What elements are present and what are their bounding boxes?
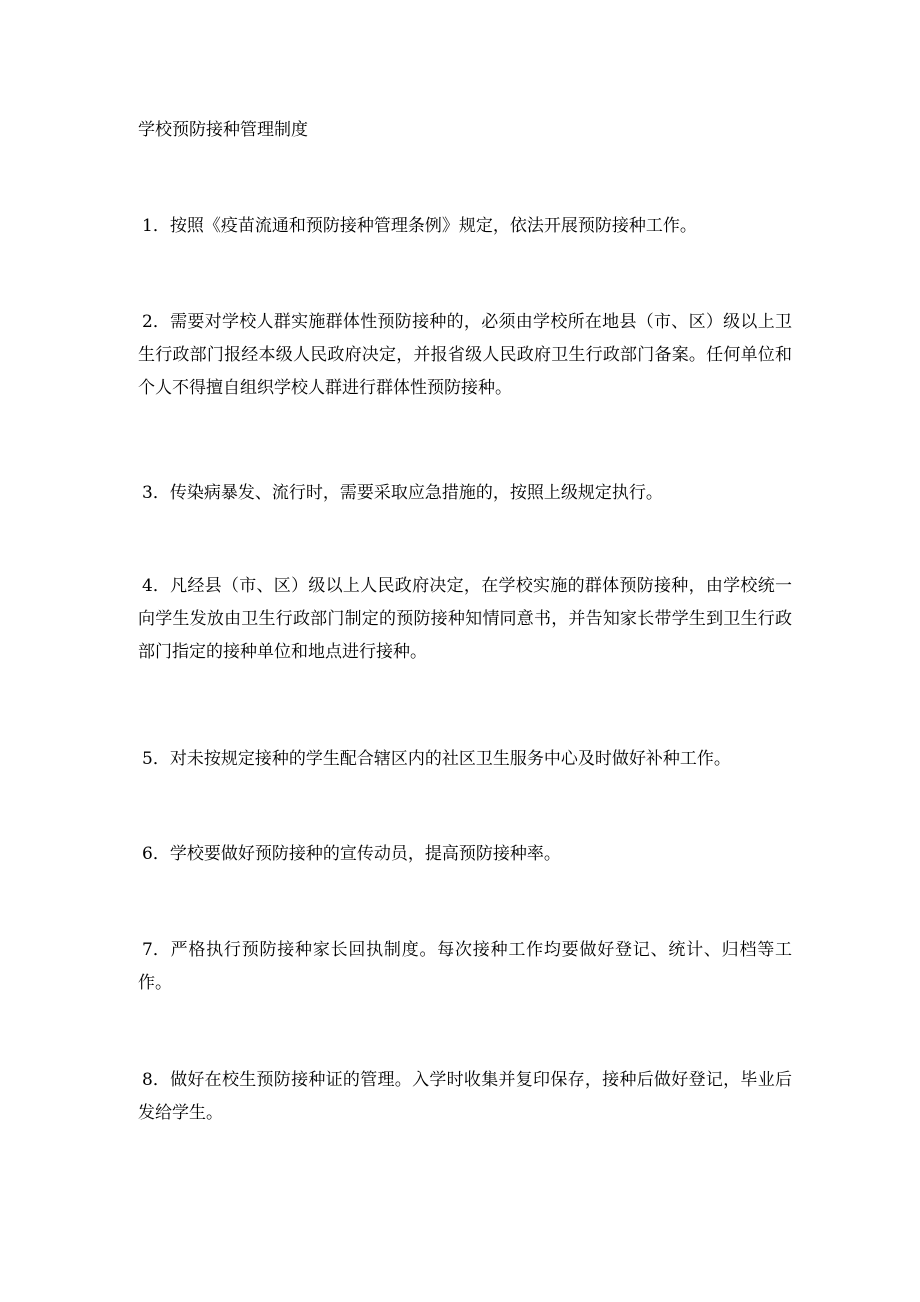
rule-text: 做好在校生预防接种证的管理。入学时收集并复印保存，接种后做好登记，毕业后发给学生。: [138, 1070, 792, 1123]
rule-number: 2．: [142, 312, 170, 332]
rule-text: 凡经县（市、区）级以上人民政府决定，在学校实施的群体预防接种，由学校统一向学生发放由卫生行政部门制定的预防接种知情同意书，并告知家长带学生到卫生行政部门指定的接种单位和地点进行接种。: [138, 576, 792, 662]
rule-number: 3．: [142, 483, 170, 503]
rule-number: 8．: [142, 1070, 170, 1090]
rule-text: 对未按规定接种的学生配合辖区内的社区卫生服务中心及时做好补种工作。: [169, 749, 731, 769]
rule-item-6: [138, 838, 792, 871]
rule-item-5: [138, 743, 792, 776]
rule-text: 按照《疫苗流通和预防接种管理条例》规定，依法开展预防接种工作。: [169, 216, 697, 236]
rule-text: 学校要做好预防接种的宣传动员，提高预防接种率。: [169, 844, 561, 864]
rule-item-2: [138, 306, 792, 405]
rule-text: 需要对学校人群实施群体性预防接种的，必须由学校所在地县（市、区）级以上卫生行政部门报经本级人民政府决定，并报省级人民政府卫生行政部门备案。任何单位和个人不得擅自组织学校人群进行群体性预防接种。: [138, 312, 792, 398]
rule-text: 严格执行预防接种家长回执制度。每次接种工作均要做好登记、统计、归档等工作。: [138, 940, 792, 993]
document-title: 学校预防接种管理制度: [138, 120, 308, 140]
rule-number: 1．: [142, 216, 170, 236]
rule-item-3: [138, 477, 792, 510]
rule-number: 5．: [142, 749, 170, 769]
rule-number: 7．: [142, 940, 170, 960]
rule-item-7: [138, 934, 792, 1000]
rule-item-8: [138, 1064, 792, 1130]
rule-text: 传染病暴发、流行时，需要采取应急措施的，按照上级规定执行。: [169, 483, 663, 503]
rule-item-4: [138, 570, 792, 669]
rule-number: 6．: [142, 844, 170, 864]
rule-item-1: [138, 210, 792, 243]
rule-number: 4．: [142, 576, 170, 596]
